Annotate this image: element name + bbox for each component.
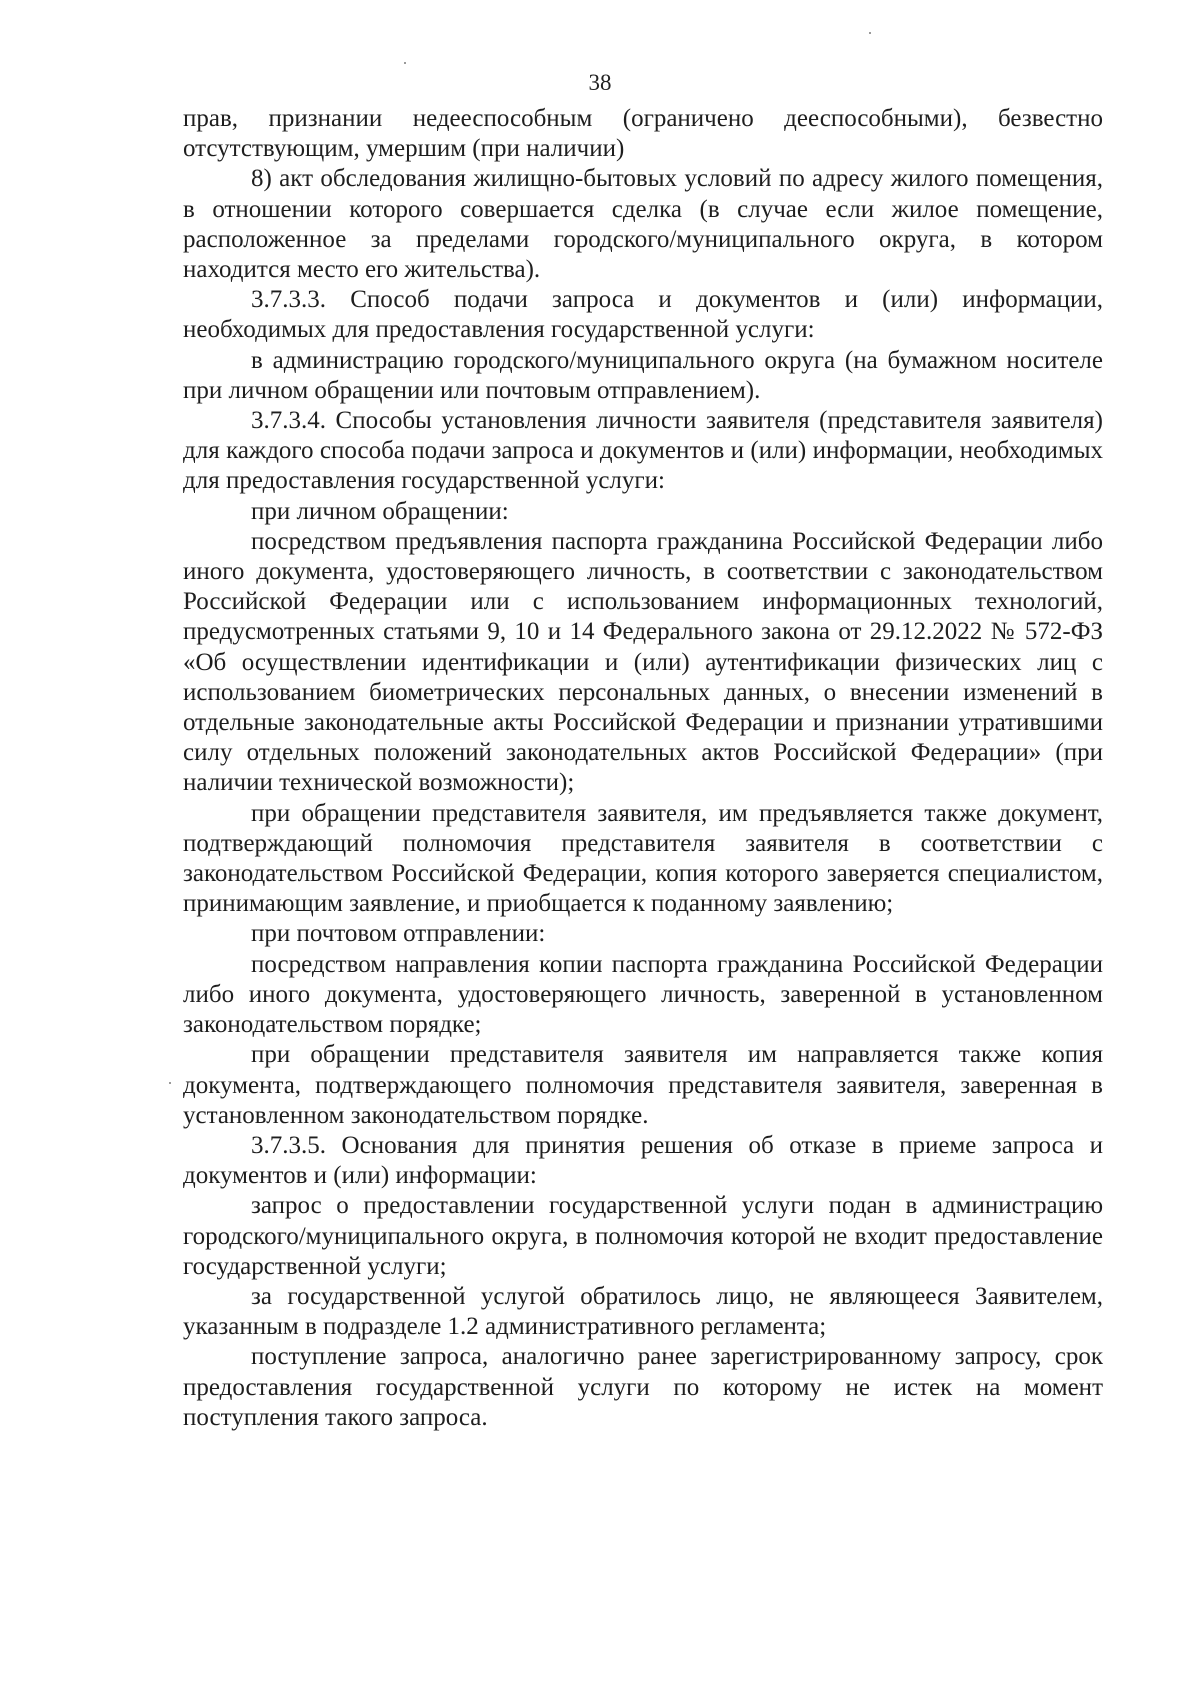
paragraph: запрос о предоставлении государственной услуги подан в администрацию городского/муниципального округа, в полномочия которой не входит предоставление государственной услуги;: [183, 1192, 1103, 1280]
paragraph: прав, признании недееспособным (ограничено дееспособными), безвестно отсутствующим, умершим (при наличии): [183, 105, 1103, 163]
paragraph: посредством предъявления паспорта гражданина Российской Федерации либо иного документа, удостоверяющего личность, в соответствии с законодательством Российской Федерации или с использованием информационных технологий, предусмотренных статьями 9, 10 и 14 Федерального закона от 29.12.2022 № 572-ФЗ «Об осуществлении идентификации и (или) аутентификации физических лиц с использованием биометрических персональных данных, о внесении изменений в отдельные законодательные акты Российской Федерации и признании утратившими силу отдельных положений законодательных актов Российской Федерации» (при наличии технической возможности);: [183, 527, 1103, 797]
document-body: [183, 104, 1103, 1433]
paragraph: при обращении представителя заявителя, им предъявляется также документ, подтверждающий полномочия представителя заявителя в соответствии с законодательством Российской Федерации, копия которого заверяется специалистом, принимающим заявление, и приобщается к поданному заявлению;: [183, 799, 1103, 918]
scan-speck: [869, 32, 871, 34]
paragraph: при обращении представителя заявителя им направляется также копия документа, подтверждающего полномочия представителя заявителя, заверенная в установленном законодательством порядке.: [183, 1041, 1103, 1129]
scan-speck: [169, 1082, 171, 1084]
paragraph: за государственной услугой обратилось лицо, не являющееся Заявителем, указанным в подразделе 1.2 административного регламента;: [183, 1282, 1103, 1341]
paragraph: 3.7.3.5. Основания для принятия решения об отказе в приеме запроса и документов и (или) информации:: [183, 1131, 1103, 1190]
paragraph: поступление запроса, аналогично ранее зарегистрированному запросу, срок предоставления государственной услуги по которому не истек на момент поступления такого запроса.: [183, 1343, 1103, 1431]
paragraph: при почтовом отправлении:: [251, 920, 546, 948]
paragraph: 3.7.3.3. Способ подачи запроса и документов и (или) информации, необходимых для предоставления государственной услуги:: [183, 286, 1103, 344]
paragraph: в администрацию городского/муниципального округа (на бумажном носителе при личном обращении или почтовым отправлением).: [183, 346, 1103, 404]
paragraph: при личном обращении:: [251, 497, 509, 525]
scan-speck: [404, 62, 406, 64]
paragraph: посредством направления копии паспорта гражданина Российской Федерации либо иного документа, удостоверяющего личность, заверенной в установленном законодательством порядке;: [183, 950, 1103, 1039]
page-number: 38: [588, 70, 612, 95]
paragraph: 8) акт обследования жилищно-бытовых условий по адресу жилого помещения, в отношении которого совершается сделка (в случае если жилое помещение, расположенное за пределами городского/муниципального округа, в котором находится место его жительства).: [183, 165, 1103, 284]
paragraph: 3.7.3.4. Способы установления личности заявителя (представителя заявителя) для каждого способа подачи запроса и документов и (или) информации, необходимых для предоставления государственной услуги:: [183, 407, 1103, 495]
